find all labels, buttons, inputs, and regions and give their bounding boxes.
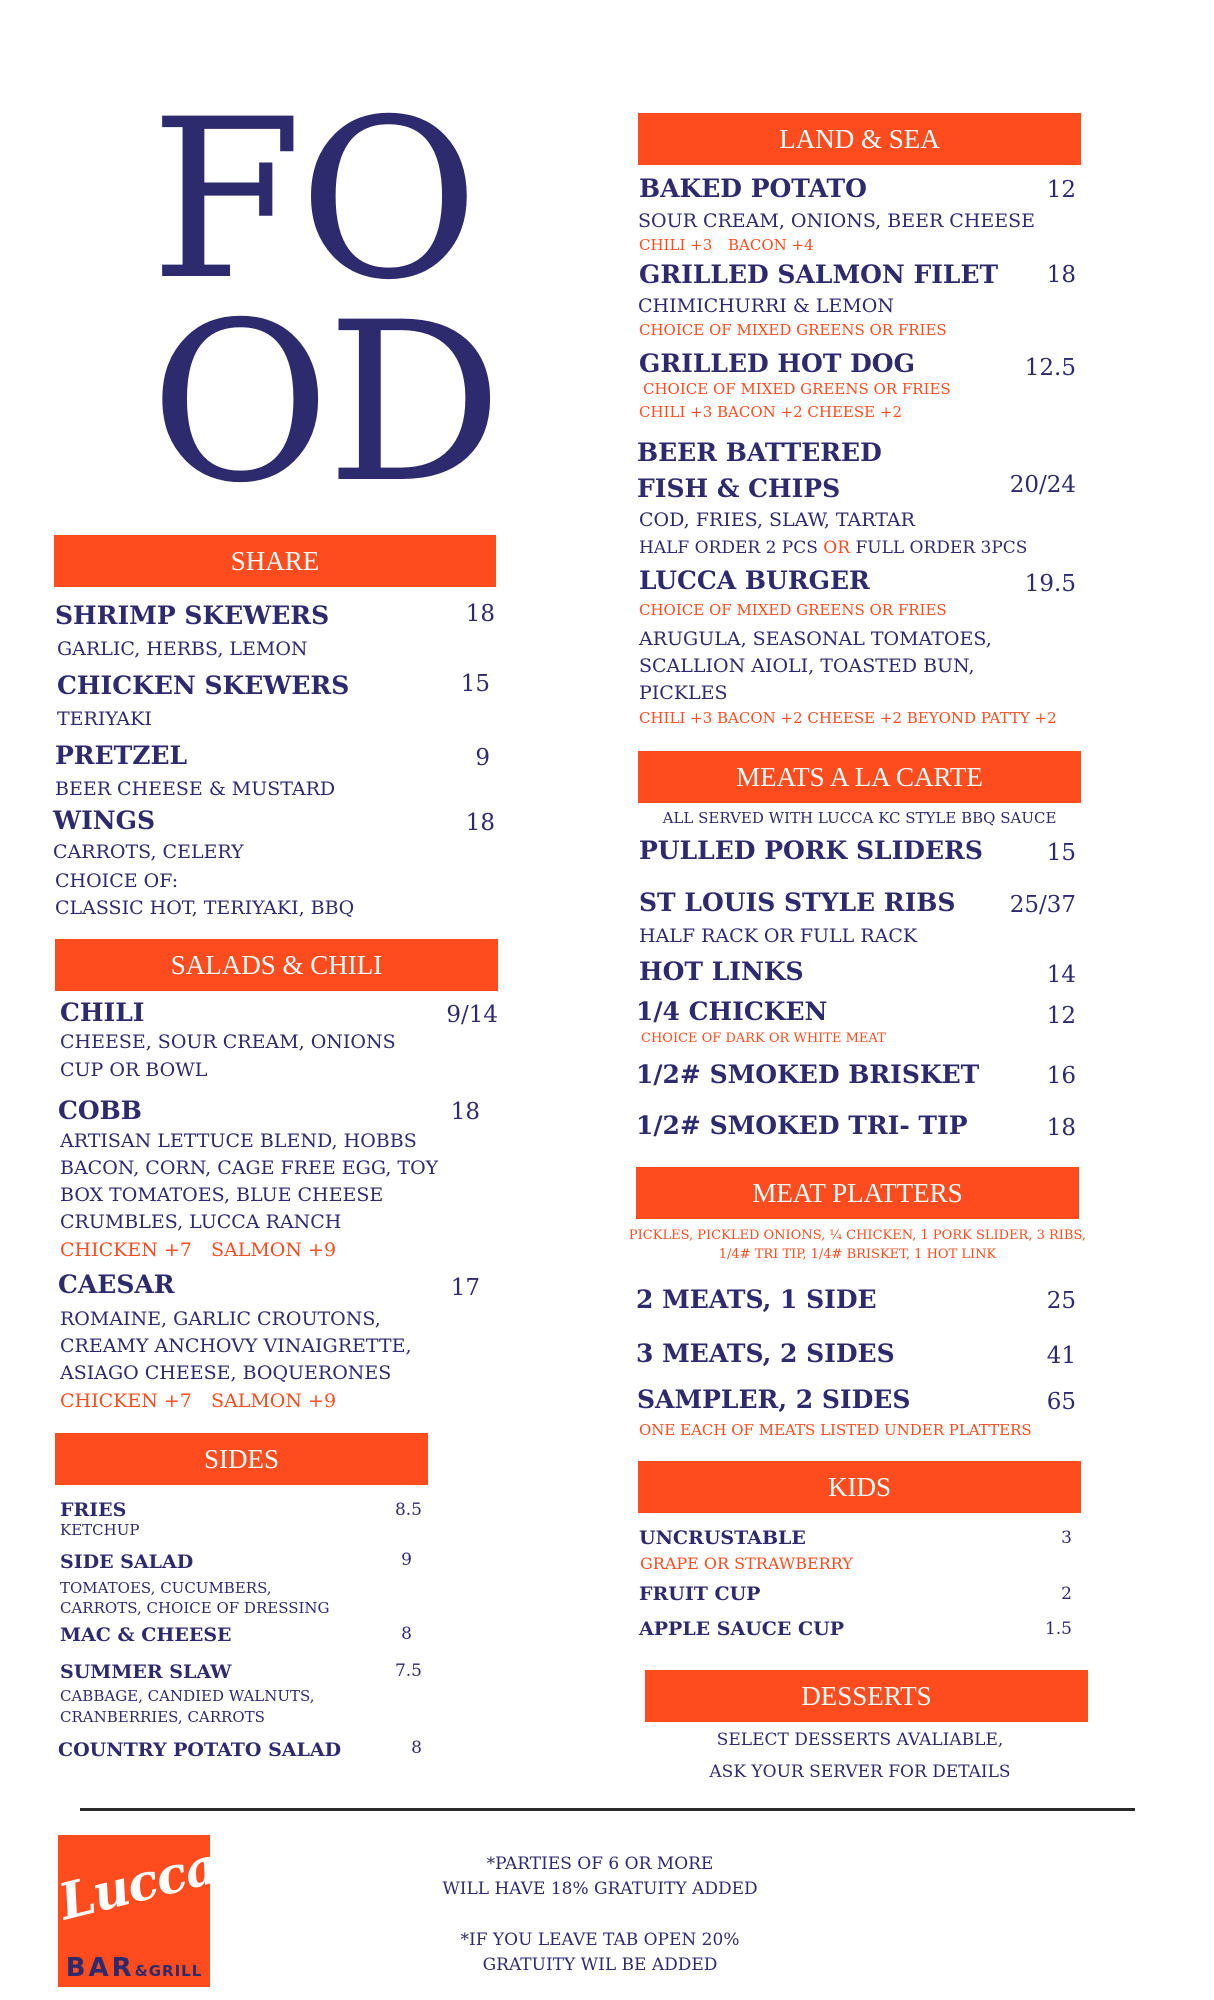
menu-item-name: WINGS [53, 806, 156, 835]
menu-item-desc: CLASSIC HOT, TERIYAKI, BBQ [55, 897, 355, 919]
menu-item-desc: CHEESE, SOUR CREAM, ONIONS [60, 1031, 396, 1053]
menu-item-price: 15 [460, 671, 490, 697]
menu-item-price: 1.5 [1044, 1619, 1072, 1639]
logo-bar-text: BAR [65, 1953, 135, 1983]
addon-side-choice: CHOICE OF MIXED GREENS OR FRIES [639, 321, 947, 339]
or-word: OR [823, 538, 851, 558]
lucca-logo [53, 1835, 223, 1987]
tab-note: *IF YOU LEAVE TAB OPEN 20% [460, 1930, 740, 1950]
share-header: SHARE [54, 535, 496, 587]
menu-item-name: FISH & CHIPS [637, 474, 841, 503]
desserts-line: SELECT DESSERTS AVALIABLE, [716, 1730, 1004, 1750]
menu-item-desc: CARROTS, CELERY [53, 841, 244, 863]
addon-flavor: GRAPE OR STRAWBERRY [640, 1554, 853, 1573]
addon-meat-choice: CHOICE OF DARK OR WHITE MEAT [641, 1031, 886, 1046]
menu-item-name: MAC & CHEESE [60, 1624, 232, 1646]
menu-item-price: 8.5 [394, 1500, 422, 1520]
menu-item-name: 1/2# SMOKED BRISKET [636, 1060, 980, 1089]
menu-item-desc: CHIMICHURRI & LEMON [638, 295, 894, 317]
menu-item-price: 15 [1046, 840, 1076, 866]
addon-bacon: BACON +4 [728, 236, 814, 254]
menu-item-desc: PICKLES [639, 682, 728, 704]
menu-item-name: ST LOUIS STYLE RIBS [639, 888, 956, 917]
menu-item-desc: CREAMY ANCHOVY VINAIGRETTE, [60, 1335, 412, 1357]
title-line-2: OD [150, 275, 499, 531]
menu-item-price: 2 [1061, 1584, 1072, 1604]
menu-item-price: 20/24 [1009, 472, 1076, 498]
menu-item-price: 12 [1046, 177, 1076, 203]
menu-item-name: APPLE SAUCE CUP [639, 1618, 845, 1640]
menu-item-price: 18 [1046, 1115, 1076, 1141]
menu-item-name: FRUIT CUP [639, 1583, 761, 1605]
menu-item-desc: ASIAGO CHEESE, BOQUERONES [60, 1362, 392, 1384]
menu-item-name: BAKED POTATO [639, 174, 867, 203]
menu-item-desc: GARLIC, HERBS, LEMON [57, 638, 308, 660]
menu-item-price: 14 [1046, 962, 1076, 988]
desserts-line: ASK YOUR SERVER FOR DETAILS [709, 1762, 1011, 1782]
menu-item-desc: SCALLION AIOLI, TOASTED BUN, [639, 655, 975, 677]
menu-item-desc: CABBAGE, CANDIED WALNUTS, [60, 1687, 315, 1705]
menu-item-price: 16 [1046, 1063, 1076, 1089]
menu-item-name: BEER BATTERED [637, 438, 882, 467]
menu-item-price: 9 [401, 1550, 412, 1570]
menu-item-price: 7.5 [394, 1661, 422, 1681]
footer-divider [80, 1808, 1135, 1811]
meats-note: ALL SERVED WITH LUCCA KC STYLE BBQ SAUCE [662, 809, 1057, 827]
full-order: FULL ORDER 3PCS [855, 538, 1028, 558]
menu-item-price: 41 [1046, 1343, 1076, 1369]
menu-item-name: COBB [58, 1096, 142, 1125]
gratuity-note: WILL HAVE 18% GRATUITY ADDED [442, 1879, 758, 1899]
menu-item-name: SAMPLER, 2 SIDES [637, 1385, 911, 1414]
menu-item-price: 18 [1046, 262, 1076, 288]
menu-item-name: 3 MEATS, 2 SIDES [636, 1339, 895, 1368]
addon-side-choice: CHOICE OF MIXED GREENS OR FRIES [639, 601, 947, 619]
desserts-header: DESSERTS [645, 1670, 1088, 1722]
menu-item-price: 19.5 [1024, 571, 1076, 597]
menu-item-price: 9/14 [446, 1002, 498, 1028]
menu-item-desc [639, 535, 1027, 562]
menu-item-desc: SOUR CREAM, ONIONS, BEER CHEESE [638, 210, 1036, 232]
menu-item-price: 65 [1046, 1389, 1076, 1415]
salads-header: SALADS & CHILI [55, 939, 498, 991]
menu-item-price: 18 [465, 601, 495, 627]
menu-item-desc: CRANBERRIES, CARROTS [60, 1708, 265, 1726]
menu-item-name: GRILLED HOT DOG [639, 349, 915, 378]
menu-item-price: 12.5 [1024, 355, 1076, 381]
meats-header: MEATS A LA CARTE [638, 751, 1081, 803]
gratuity-note: *PARTIES OF 6 OR MORE [486, 1854, 714, 1874]
menu-item-price: 17 [450, 1275, 480, 1301]
menu-item-desc: BACON, CORN, CAGE FREE EGG, TOY [60, 1157, 439, 1179]
menu-item-name: FRIES [60, 1499, 127, 1521]
addon-salmon: SALMON +9 [211, 1390, 337, 1412]
platters-note: PICKLES, PICKLED ONIONS, ¼ CHICKEN, 1 PORK SLIDER, 3 RIBS, [628, 1228, 1087, 1243]
menu-item-price: 25/37 [1009, 892, 1076, 918]
menu-item-name: SHRIMP SKEWERS [55, 601, 330, 630]
menu-item-price: 3 [1061, 1528, 1072, 1548]
menu-item-name: 1/2# SMOKED TRI- TIP [636, 1111, 968, 1140]
menu-item-name: CAESAR [58, 1270, 175, 1299]
addon-salmon: SALMON +9 [211, 1239, 337, 1261]
menu-item-price: 8 [401, 1624, 412, 1644]
menu-item-desc: COD, FRIES, SLAW, TARTAR [639, 509, 915, 531]
menu-item-name: CHICKEN SKEWERS [57, 671, 350, 700]
menu-item-desc: TOMATOES, CUCUMBERS, [60, 1579, 272, 1597]
menu-item-price: 8 [411, 1738, 422, 1758]
menu-item-desc: CARROTS, CHOICE OF DRESSING [60, 1599, 330, 1617]
addon-side-choice: CHOICE OF MIXED GREENS OR FRIES [643, 380, 951, 398]
menu-item-price: 25 [1046, 1288, 1076, 1314]
logo-script: Lucca [53, 1835, 223, 1932]
sides-header: SIDES [55, 1433, 428, 1485]
menu-item-desc: BEER CHEESE & MUSTARD [55, 778, 336, 800]
menu-item-name: HOT LINKS [639, 957, 804, 986]
menu-item-price: 12 [1046, 1003, 1076, 1029]
menu-item-name: UNCRUSTABLE [639, 1527, 806, 1549]
menu-item-name: GRILLED SALMON FILET [639, 260, 999, 289]
menu-item-desc: CHOICE OF: [55, 870, 179, 892]
menu-item-desc: CUP OR BOWL [60, 1059, 208, 1081]
addon-chicken: CHICKEN +7 [60, 1239, 192, 1261]
menu-item-name: LUCCA BURGER [639, 566, 870, 595]
menu-item-price: 18 [450, 1099, 480, 1125]
menu-item-name: SUMMER SLAW [60, 1661, 232, 1683]
menu-item-desc: ARUGULA, SEASONAL TOMATOES, [639, 628, 992, 650]
addon-toppings: CHILI +3 BACON +2 CHEESE +2 [639, 403, 902, 421]
menu-item-name: PULLED PORK SLIDERS [639, 836, 983, 865]
land-sea-header: LAND & SEA [638, 113, 1081, 165]
addon-chili: CHILI +3 [639, 236, 713, 254]
addon-chicken: CHICKEN +7 [60, 1390, 192, 1412]
menu-item-name: 2 MEATS, 1 SIDE [636, 1285, 877, 1314]
menu-item-desc: BOX TOMATOES, BLUE CHEESE [60, 1184, 384, 1206]
menu-item-name: CHILI [60, 998, 145, 1027]
menu-item-name: PRETZEL [55, 741, 188, 770]
menu-item-desc: HALF RACK OR FULL RACK [639, 925, 918, 947]
platters-note: 1/4# TRI TIP, 1/4# BRISKET, 1 HOT LINK [718, 1247, 997, 1262]
menu-item-price: 18 [465, 810, 495, 836]
addon-sampler: ONE EACH OF MEATS LISTED UNDER PLATTERS [639, 1421, 1032, 1439]
kids-header: KIDS [638, 1461, 1081, 1513]
logo-grill-text: &GRILL [134, 1962, 203, 1980]
menu-item-name: COUNTRY POTATO SALAD [58, 1739, 342, 1761]
menu-item-desc: TERIYAKI [57, 708, 152, 730]
menu-item-name: SIDE SALAD [60, 1551, 194, 1573]
platters-header: MEAT PLATTERS [636, 1167, 1079, 1219]
logo-bar-grill [58, 1953, 210, 1983]
addon-toppings: CHILI +3 BACON +2 CHEESE +2 BEYOND PATTY +2 [639, 709, 1057, 727]
tab-note: GRATUITY WIL BE ADDED [482, 1955, 718, 1975]
title-line-1: FO [150, 72, 476, 328]
menu-item-desc: KETCHUP [60, 1521, 140, 1539]
menu-item-desc: ARTISAN LETTUCE BLEND, HOBBS [60, 1130, 417, 1152]
menu-item-desc: ROMAINE, GARLIC CROUTONS, [60, 1308, 381, 1330]
menu-item-name: 1/4 CHICKEN [636, 997, 828, 1026]
menu-item-desc: CRUMBLES, LUCCA RANCH [60, 1211, 342, 1233]
menu-item-price: 9 [475, 745, 490, 771]
half-order: HALF ORDER 2 PCS [639, 538, 818, 558]
